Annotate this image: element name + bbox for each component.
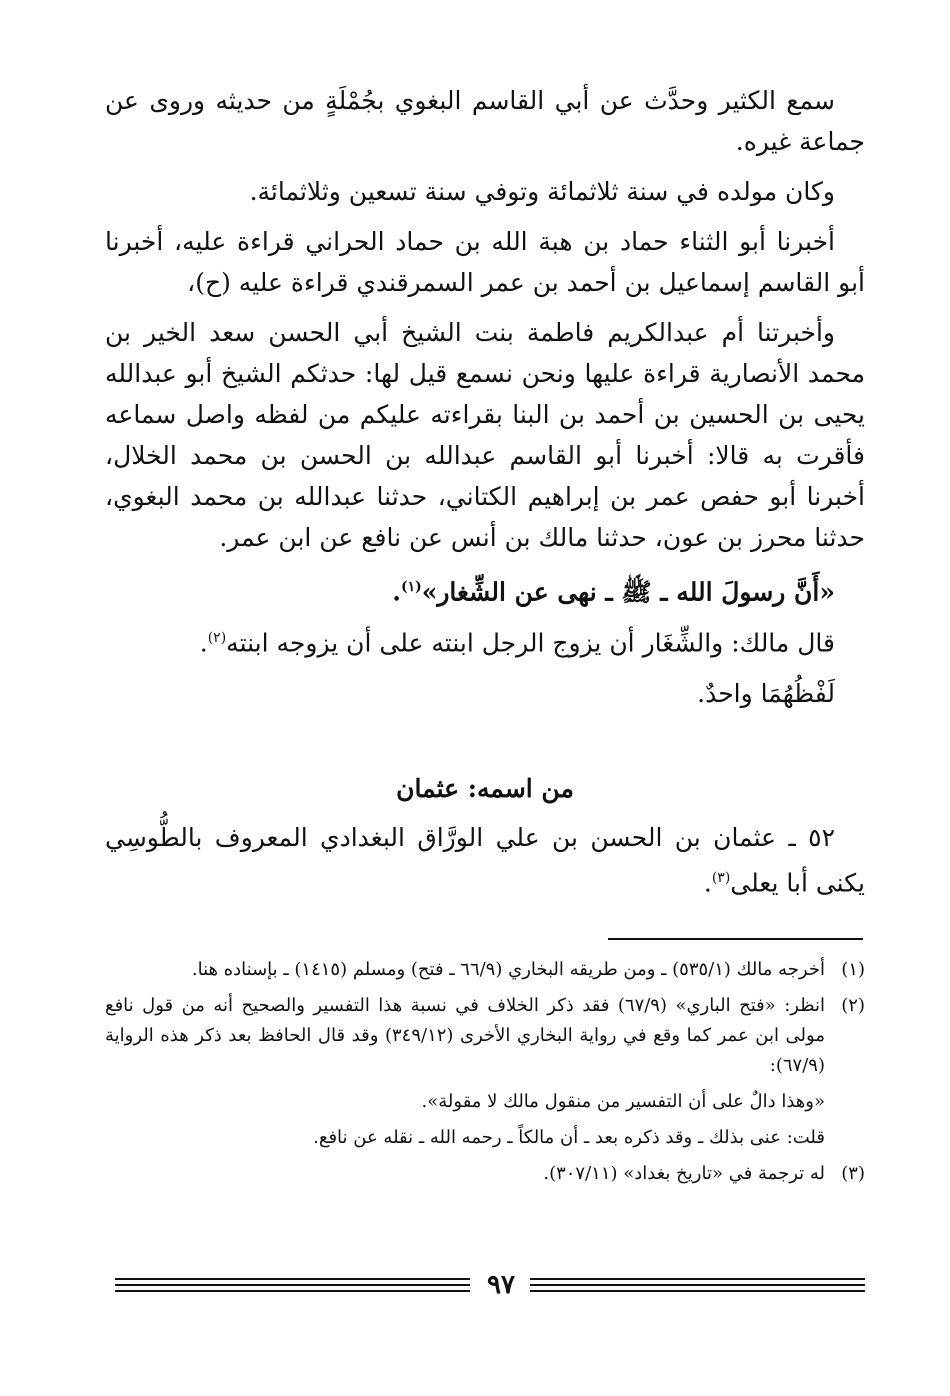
section-heading: من اسمه: عثمان xyxy=(396,773,574,803)
footnote-number: (٢) xyxy=(841,995,865,1016)
entry-number: ٥٢ ـ xyxy=(788,822,835,852)
footnote-ref-2: (٢) xyxy=(207,630,227,647)
footnote-divider xyxy=(608,938,863,940)
biography-entry: ٥٢ ـ عثمان بن الحسن بن علي الورَّاق البغدادي المعروف بالطُّوسِي يكنى أبا يعلى$^{(٣)}$. xyxy=(105,822,865,897)
footer-rule-right xyxy=(530,1278,865,1296)
footnote-quote: «وهذا دالٌ على أن التفسير من منقول مالك لا مقولة». xyxy=(421,1091,825,1112)
malik-saying-text: قال مالك: والشِّغَار أن يزوج الرجل ابنته على أن يزوجه ابنته xyxy=(226,628,835,658)
footnote-3 xyxy=(105,1159,865,1189)
paragraph-3: أخبرنا أبو الثناء حماد بن هبة الله بن حماد الحراني قراءة عليه، أخبرنا أبو القاسم إسماعيل بن أحمد بن عمر السمرقندي قراءة عليه (ح)، xyxy=(105,227,865,297)
footnotes xyxy=(105,955,865,1195)
footnote-text: أخرجه مالك (٥٣٥/١) ـ ومن طريقه البخاري (٦٦/٩ ـ فتح) ومسلم (١٤١٥) ـ بإسناده هنا. xyxy=(191,959,825,980)
paragraph-1: سمع الكثير وحدَّث عن أبي القاسم البغوي بجُمْلَةٍ من حديثه وروى عن جماعة غيره. xyxy=(105,86,865,156)
paragraph-2: وكان مولده في سنة ثلاثمائة وتوفي سنة تسعين وثلاثمائة. xyxy=(249,177,835,206)
lafz-note: لَفْظُهُمَا واحدٌ. xyxy=(697,678,835,708)
footnote-comment: قلت: عنى بذلك ـ وقد ذكره بعد ـ أن مالكاً ـ رحمه الله ـ نقله عن نافع. xyxy=(313,1127,825,1148)
main-text xyxy=(105,80,865,903)
footnote-text: انظر: «فتح الباري» (٦٧/٩) فقد ذكر الخلاف في نسبة هذا التفسير والصحيح أنه من قول نافع مولى ابن عمر كما وقع في رواية البخاري الأخرى (٣٤٩/١٢) وقد قال الحافظ بعد ذكر هذه الرواية (٦٧/٩): xyxy=(105,995,826,1076)
footnote-1 xyxy=(105,955,865,985)
footnote-text: له ترجمة في «تاريخ بغداد» (٣٠٧/١١). xyxy=(543,1163,825,1184)
page-number: ٩٧ xyxy=(487,1270,515,1300)
paragraph-4: وأخبرتنا أم عبدالكريم فاطمة بنت الشيخ أبي الحسن سعد الخير بن محمد الأنصارية قراءة عليها ونحن نسمع قيل لها: حدثكم الشيخ أبو عبدالله يحيى بن الحسين بن أحمد بن البنا بقراءته عليكم من لفظه واصل سماعه فأقرت به قالا: أخبرنا أبو القاسم عبدالله بن الحسن بن محمد الخلال، أخبرنا أبو حفص عمر بن إبراهيم الكتاني، حدثنا عبدالله بن محمد البغوي، حدثنا محرز بن عون، حدثنا مالك بن أنس عن نافع عن ابن عمر. xyxy=(105,318,865,552)
entry-text: عثمان بن الحسن بن علي الورَّاق البغدادي المعروف بالطُّوسِي يكنى أبا يعلى xyxy=(105,822,865,897)
footnote-ref-1: (١) xyxy=(400,579,422,595)
footnote-2 xyxy=(105,991,865,1153)
hadith-text: «أَنَّ رسولَ الله ـ ﷺ ـ نهى عن الشِّغار»$^{(١)}$. xyxy=(392,577,835,607)
footnote-ref-3: (٣) xyxy=(711,869,731,886)
footnote-number: (١) xyxy=(841,959,865,980)
malik-saying: قال مالك: والشِّغَار أن يزوج الرجل ابنته على أن يزوجه ابنته$^{(٢)}$. xyxy=(199,628,835,658)
page-footer xyxy=(115,1270,865,1306)
hadith-quote: «أَنَّ رسولَ الله ـ ﷺ ـ نهى عن الشِّغار» xyxy=(421,577,835,607)
footer-rule-left xyxy=(115,1278,470,1296)
footnote-number: (٣) xyxy=(841,1163,865,1184)
